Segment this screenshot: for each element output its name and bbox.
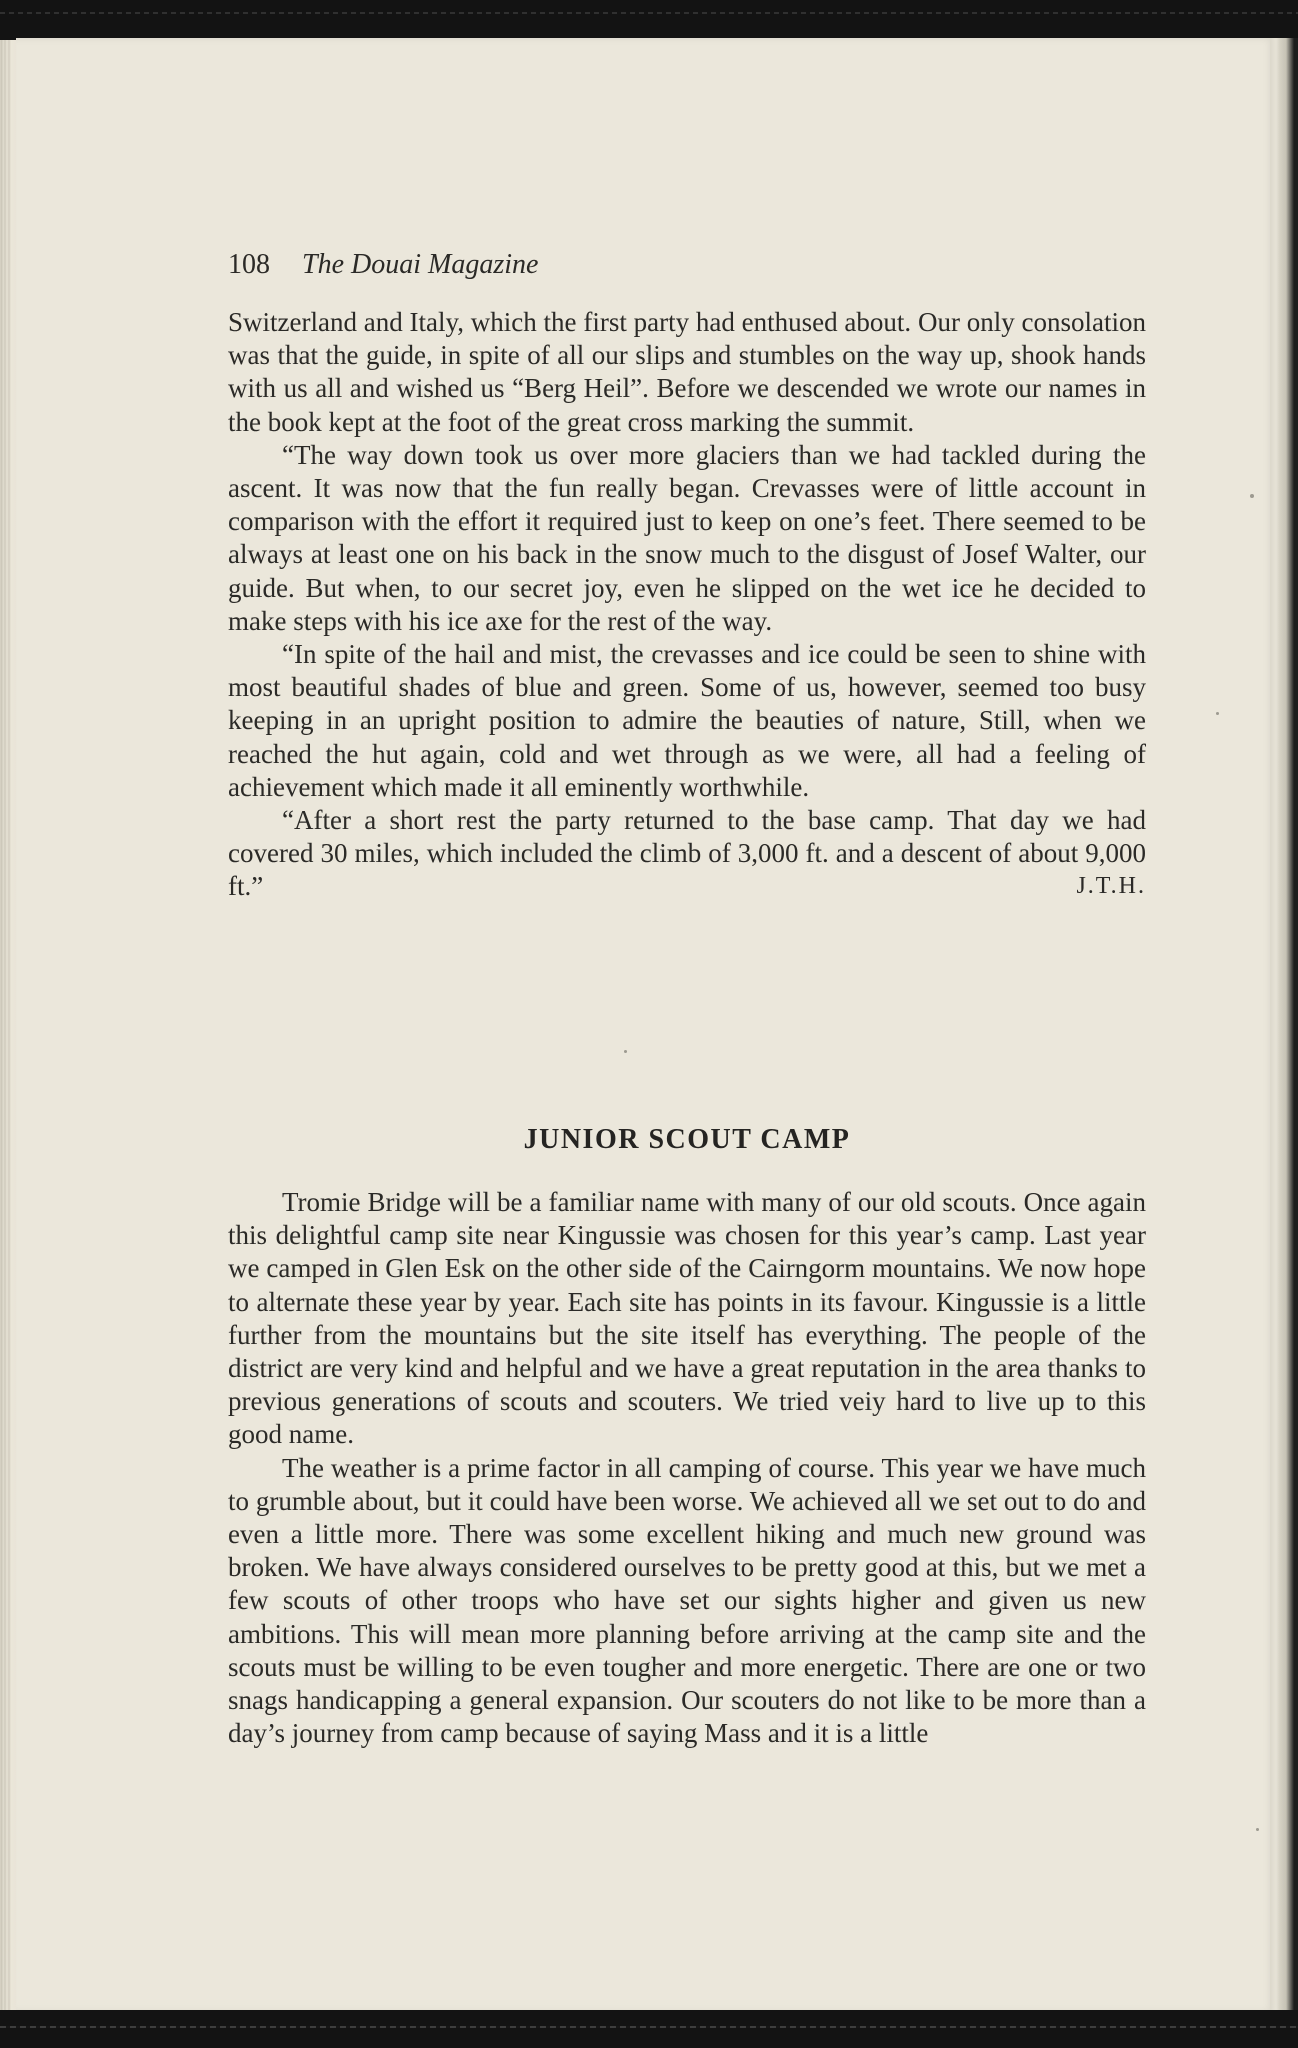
paragraph: “In spite of the hail and mist, the crevasses and ice could be seen to shine with most beautiful shades of blue and green. Some of us, however, seemed too busy keeping in an upright position to admire the beauties of nature, Still, when we reached the hut again, cold and wet through as we were, all had a feeling of achievement which made it all eminently worthwhile. [228, 639, 1146, 802]
article-heading: JUNIOR SCOUT CAMP [523, 1124, 851, 1155]
magazine-title: The Douai Magazine [302, 249, 539, 280]
scanner-background-bottom [0, 2010, 1298, 2048]
article-mountain-climb [228, 306, 1146, 904]
paragraph-final [228, 804, 1146, 904]
running-head [228, 248, 538, 282]
page-number: 108 [228, 249, 270, 280]
paragraph: Switzerland and Italy, which the first party had enthused about. Our only consolation was that the guide, in spite of all our slips and stumbles on the way up, shook hands with us all and wished us “Berg Heil”. Before we descended we wrote our names in the book kept at the foot of the great cross marking the summit. [228, 307, 1146, 437]
paragraph-text: “After a short rest the party returned to the base camp. That day we had covered 30 miles, which included the climb of 3,000 ft. and a descent of about 9,000 ft.” [228, 805, 1146, 902]
stacked-page-edges [0, 40, 16, 2010]
paragraph: “The way down took us over more glaciers than we had tackled during the ascent. It was now that the fun really began. Crevasses were of little account in comparison with the effort it required just to keep on one’s feet. There seemed to be always at least one on his back in the snow much to the disgust of Josef Walter, our guide. But when, to our secret joy, even he slipped on the wet ice he decided to make steps with his ice axe for the rest of the way. [228, 439, 1146, 636]
page-right-edge [1270, 38, 1298, 2012]
article-junior-scout-camp [228, 1186, 1146, 1750]
paragraph: Tromie Bridge will be a familiar name with many of our old scouts. Once again this delightful camp site near Kingussie was chosen for this year’s camp. Last year we camped in Glen Esk on the other side of the Cairngorm mountains. We now hope to alternate these year by year. Each site has points in its favour. Kingussie is a little further from the mountains but the site itself has everything. The people of the district are very kind and helpful and we have a great reputation in the area thanks to previous generations of scouts and scouters. We tried veiy hard to live up to this good name. [228, 1187, 1146, 1450]
book-page [16, 38, 1276, 2012]
paper-speck [1250, 494, 1254, 498]
paper-speck [624, 1050, 627, 1053]
paper-speck [1216, 712, 1219, 715]
paragraph: The weather is a prime factor in all camping of course. This year we have much to grumble about, but it could have been worse. We achieved all we set out to do and even a little more. There was some excellent hiking and much new ground was broken. We have always considered ourselves to be pretty good at this, but we met a few scouts of other troops who have set our sights higher and given us new ambitions. This will mean more planning before arriving at the camp site and the scouts must be willing to be even tougher and more energetic. There are one or two snags handicapping a general expansion. Our scouters do not like to be more than a day’s journey from camp because of saying Mass and it is a little [228, 1452, 1146, 1749]
paper-speck [1256, 1828, 1259, 1831]
author-initials: J.T.H. [1076, 873, 1146, 900]
scanner-background-top [0, 0, 1298, 40]
